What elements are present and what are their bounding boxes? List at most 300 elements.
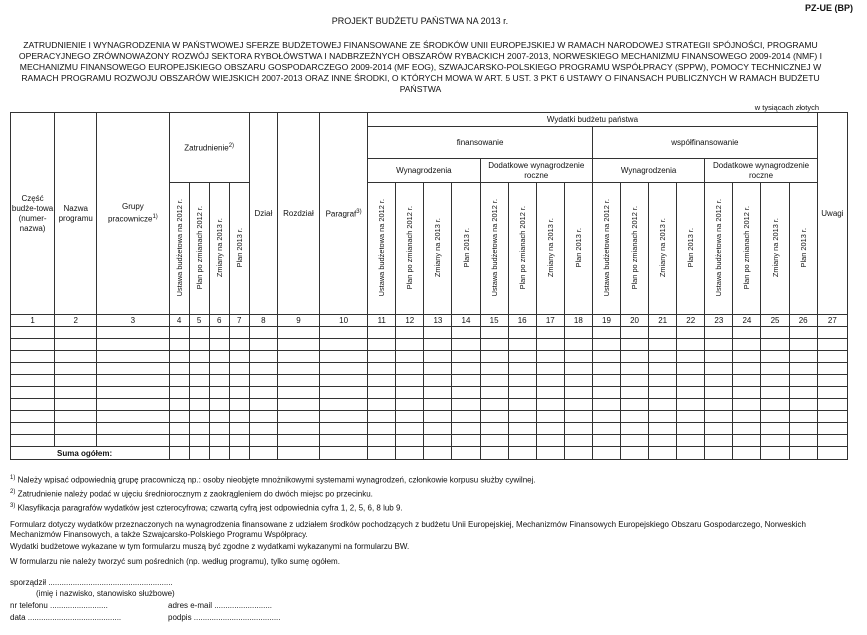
table-cell[interactable]: [11, 363, 55, 375]
table-cell[interactable]: [368, 339, 396, 351]
table-cell[interactable]: [277, 351, 319, 363]
table-cell[interactable]: [705, 327, 733, 339]
table-cell[interactable]: [320, 435, 368, 447]
table-cell[interactable]: [320, 399, 368, 411]
sum-cell[interactable]: [508, 447, 536, 460]
table-cell[interactable]: [649, 327, 677, 339]
table-cell[interactable]: [564, 327, 592, 339]
table-cell[interactable]: [209, 399, 229, 411]
table-cell[interactable]: [789, 411, 817, 423]
table-cell[interactable]: [396, 339, 424, 351]
table-cell[interactable]: [621, 387, 649, 399]
table-cell[interactable]: [536, 435, 564, 447]
table-cell[interactable]: [368, 435, 396, 447]
table-cell[interactable]: [705, 339, 733, 351]
signature-date: data ..........................................: [10, 613, 122, 622]
table-cell[interactable]: [621, 351, 649, 363]
sum-cell[interactable]: [320, 447, 368, 460]
table-cell[interactable]: [789, 339, 817, 351]
table-cell[interactable]: [677, 351, 705, 363]
table-cell[interactable]: [677, 411, 705, 423]
table-cell[interactable]: [705, 423, 733, 435]
table-cell[interactable]: [97, 399, 169, 411]
table-cell[interactable]: [189, 351, 209, 363]
sum-cell[interactable]: [564, 447, 592, 460]
table-cell[interactable]: [424, 411, 452, 423]
table-cell[interactable]: [705, 375, 733, 387]
table-cell[interactable]: [249, 399, 277, 411]
table-cell[interactable]: [169, 411, 189, 423]
table-cell[interactable]: [592, 375, 620, 387]
table-cell[interactable]: [169, 375, 189, 387]
table-cell[interactable]: [789, 327, 817, 339]
table-cell[interactable]: [705, 435, 733, 447]
table-cell[interactable]: [508, 387, 536, 399]
table-cell[interactable]: [55, 339, 97, 351]
table-cell[interactable]: [169, 423, 189, 435]
table-cell[interactable]: [209, 387, 229, 399]
table-cell[interactable]: [817, 363, 847, 375]
table-cell[interactable]: [97, 375, 169, 387]
table-cell[interactable]: [508, 411, 536, 423]
table-cell[interactable]: [396, 387, 424, 399]
table-cell[interactable]: [705, 363, 733, 375]
table-cell[interactable]: [97, 339, 169, 351]
table-cell[interactable]: [209, 327, 229, 339]
table-cell[interactable]: [277, 363, 319, 375]
table-cell[interactable]: [761, 375, 789, 387]
table-cell[interactable]: [169, 435, 189, 447]
table-cell[interactable]: [592, 339, 620, 351]
table-cell[interactable]: [11, 411, 55, 423]
table-cell[interactable]: [677, 387, 705, 399]
table-cell[interactable]: [229, 327, 249, 339]
sum-cell[interactable]: [733, 447, 761, 460]
sum-cell[interactable]: [424, 447, 452, 460]
table-cell[interactable]: [209, 423, 229, 435]
table-cell[interactable]: [536, 339, 564, 351]
table-cell[interactable]: [229, 363, 249, 375]
table-cell[interactable]: [649, 411, 677, 423]
table-cell[interactable]: [817, 339, 847, 351]
table-cell[interactable]: [677, 423, 705, 435]
table-cell[interactable]: [817, 399, 847, 411]
sum-cell[interactable]: [396, 447, 424, 460]
table-cell[interactable]: [649, 363, 677, 375]
table-cell[interactable]: [480, 363, 508, 375]
table-cell[interactable]: [480, 435, 508, 447]
table-cell[interactable]: [817, 411, 847, 423]
table-cell[interactable]: [621, 375, 649, 387]
table-cell[interactable]: [11, 423, 55, 435]
table-cell[interactable]: [11, 387, 55, 399]
table-cell[interactable]: [733, 423, 761, 435]
table-cell[interactable]: [705, 411, 733, 423]
table-cell[interactable]: [55, 423, 97, 435]
table-cell[interactable]: [11, 399, 55, 411]
table-cell[interactable]: [209, 375, 229, 387]
table-cell[interactable]: [480, 387, 508, 399]
table-cell[interactable]: [508, 363, 536, 375]
table-cell[interactable]: [789, 351, 817, 363]
table-cell[interactable]: [761, 327, 789, 339]
table-cell[interactable]: [789, 363, 817, 375]
sum-cell[interactable]: [368, 447, 396, 460]
table-cell[interactable]: [508, 435, 536, 447]
table-cell[interactable]: [169, 399, 189, 411]
table-cell[interactable]: [508, 339, 536, 351]
table-cell[interactable]: [229, 375, 249, 387]
table-cell[interactable]: [97, 351, 169, 363]
table-cell[interactable]: [761, 423, 789, 435]
table-cell[interactable]: [452, 399, 480, 411]
table-cell[interactable]: [592, 435, 620, 447]
table-cell[interactable]: [452, 339, 480, 351]
table-cell[interactable]: [396, 411, 424, 423]
table-cell[interactable]: [249, 339, 277, 351]
table-cell[interactable]: [320, 351, 368, 363]
table-cell[interactable]: [424, 363, 452, 375]
table-cell[interactable]: [480, 399, 508, 411]
table-cell[interactable]: [649, 399, 677, 411]
table-cell[interactable]: [621, 399, 649, 411]
table-cell[interactable]: [761, 351, 789, 363]
table-cell[interactable]: [229, 387, 249, 399]
table-cell[interactable]: [480, 327, 508, 339]
table-cell[interactable]: [396, 375, 424, 387]
table-cell[interactable]: [189, 339, 209, 351]
table-cell[interactable]: [277, 339, 319, 351]
table-cell[interactable]: [368, 375, 396, 387]
table-cell[interactable]: [536, 363, 564, 375]
table-cell[interactable]: [761, 363, 789, 375]
table-cell[interactable]: [277, 375, 319, 387]
table-cell[interactable]: [649, 351, 677, 363]
table-cell[interactable]: [424, 375, 452, 387]
table-cell[interactable]: [733, 387, 761, 399]
table-cell[interactable]: [169, 339, 189, 351]
table-cell[interactable]: [320, 411, 368, 423]
table-cell[interactable]: [424, 435, 452, 447]
table-cell[interactable]: [452, 423, 480, 435]
table-cell[interactable]: [189, 363, 209, 375]
table-cell[interactable]: [705, 387, 733, 399]
table-cell[interactable]: [621, 411, 649, 423]
table-cell[interactable]: [789, 435, 817, 447]
table-cell[interactable]: [789, 423, 817, 435]
table-cell[interactable]: [396, 351, 424, 363]
table-cell[interactable]: [97, 435, 169, 447]
table-cell[interactable]: [649, 375, 677, 387]
table-cell[interactable]: [169, 327, 189, 339]
table-cell[interactable]: [789, 399, 817, 411]
table-cell[interactable]: [249, 327, 277, 339]
sum-cell[interactable]: [649, 447, 677, 460]
table-cell[interactable]: [169, 351, 189, 363]
table-cell[interactable]: [209, 435, 229, 447]
table-cell[interactable]: [733, 327, 761, 339]
table-cell[interactable]: [209, 351, 229, 363]
table-cell[interactable]: [677, 375, 705, 387]
table-cell[interactable]: [249, 351, 277, 363]
table-cell[interactable]: [55, 363, 97, 375]
table-cell[interactable]: [564, 351, 592, 363]
column-number: 18: [564, 315, 592, 327]
table-cell[interactable]: [733, 363, 761, 375]
table-cell[interactable]: [320, 339, 368, 351]
table-cell[interactable]: [11, 327, 55, 339]
table-cell[interactable]: [209, 363, 229, 375]
table-cell[interactable]: [592, 327, 620, 339]
table-cell[interactable]: [536, 399, 564, 411]
table-cell[interactable]: [564, 387, 592, 399]
table-cell[interactable]: [11, 339, 55, 351]
table-cell[interactable]: [452, 411, 480, 423]
table-cell[interactable]: [11, 351, 55, 363]
table-cell[interactable]: [229, 351, 249, 363]
table-cell[interactable]: [480, 411, 508, 423]
table-cell[interactable]: [424, 351, 452, 363]
table-cell[interactable]: [564, 339, 592, 351]
table-cell[interactable]: [189, 423, 209, 435]
sum-cell[interactable]: [249, 447, 277, 460]
table-cell[interactable]: [189, 387, 209, 399]
column-number: 4: [169, 315, 189, 327]
table-cell[interactable]: [564, 423, 592, 435]
table-cell[interactable]: [189, 435, 209, 447]
sum-cell[interactable]: [209, 447, 229, 460]
table-cell[interactable]: [229, 411, 249, 423]
table-cell[interactable]: [229, 339, 249, 351]
table-cell[interactable]: [761, 387, 789, 399]
table-cell[interactable]: [277, 411, 319, 423]
table-cell[interactable]: [277, 387, 319, 399]
table-cell[interactable]: [55, 375, 97, 387]
table-row: [11, 435, 848, 447]
sum-cell[interactable]: [817, 447, 847, 460]
table-cell[interactable]: [536, 327, 564, 339]
table-cell[interactable]: [592, 387, 620, 399]
table-cell[interactable]: [761, 435, 789, 447]
table-cell[interactable]: [480, 339, 508, 351]
table-cell[interactable]: [11, 435, 55, 447]
table-cell[interactable]: [592, 363, 620, 375]
table-cell[interactable]: [649, 387, 677, 399]
sum-cell[interactable]: [761, 447, 789, 460]
table-cell[interactable]: [55, 435, 97, 447]
table-cell[interactable]: [452, 435, 480, 447]
sum-cell[interactable]: [677, 447, 705, 460]
sum-cell[interactable]: [277, 447, 319, 460]
table-cell[interactable]: [209, 411, 229, 423]
table-cell[interactable]: [97, 387, 169, 399]
table-cell[interactable]: [55, 351, 97, 363]
table-cell[interactable]: [761, 411, 789, 423]
table-cell[interactable]: [592, 351, 620, 363]
table-cell[interactable]: [189, 399, 209, 411]
table-cell[interactable]: [368, 387, 396, 399]
table-cell[interactable]: [320, 363, 368, 375]
table-cell[interactable]: [677, 435, 705, 447]
table-cell[interactable]: [396, 327, 424, 339]
table-cell[interactable]: [320, 423, 368, 435]
table-cell[interactable]: [249, 363, 277, 375]
table-cell[interactable]: [733, 435, 761, 447]
table-cell[interactable]: [508, 351, 536, 363]
table-cell[interactable]: [452, 327, 480, 339]
table-cell[interactable]: [424, 387, 452, 399]
table-cell[interactable]: [817, 423, 847, 435]
table-cell[interactable]: [368, 411, 396, 423]
sum-cell[interactable]: [536, 447, 564, 460]
table-cell[interactable]: [55, 387, 97, 399]
table-cell[interactable]: [817, 327, 847, 339]
table-cell[interactable]: [508, 327, 536, 339]
table-cell[interactable]: [249, 375, 277, 387]
table-cell[interactable]: [424, 327, 452, 339]
table-cell[interactable]: [277, 399, 319, 411]
table-cell[interactable]: [480, 351, 508, 363]
table-cell[interactable]: [761, 399, 789, 411]
table-cell[interactable]: [424, 423, 452, 435]
table-cell[interactable]: [536, 351, 564, 363]
table-cell[interactable]: [621, 423, 649, 435]
table-cell[interactable]: [817, 435, 847, 447]
table-cell[interactable]: [229, 423, 249, 435]
table-cell[interactable]: [396, 399, 424, 411]
table-cell[interactable]: [452, 351, 480, 363]
table-cell[interactable]: [97, 363, 169, 375]
column-number: 23: [705, 315, 733, 327]
table-cell[interactable]: [189, 327, 209, 339]
table-cell[interactable]: [677, 363, 705, 375]
table-cell[interactable]: [592, 423, 620, 435]
table-cell[interactable]: [817, 387, 847, 399]
table-cell[interactable]: [536, 375, 564, 387]
sum-cell[interactable]: [189, 447, 209, 460]
table-cell[interactable]: [277, 435, 319, 447]
table-cell[interactable]: [424, 339, 452, 351]
sum-cell[interactable]: [705, 447, 733, 460]
table-cell[interactable]: [480, 375, 508, 387]
table-cell[interactable]: [564, 411, 592, 423]
table-cell[interactable]: [817, 375, 847, 387]
table-cell[interactable]: [229, 435, 249, 447]
sum-cell[interactable]: [229, 447, 249, 460]
table-cell[interactable]: [536, 411, 564, 423]
table-cell[interactable]: [452, 375, 480, 387]
table-cell[interactable]: [705, 399, 733, 411]
sum-cell[interactable]: [621, 447, 649, 460]
table-cell[interactable]: [189, 411, 209, 423]
table-cell[interactable]: [649, 423, 677, 435]
table-cell[interactable]: [733, 411, 761, 423]
table-cell[interactable]: [621, 339, 649, 351]
table-cell[interactable]: [249, 387, 277, 399]
table-cell[interactable]: [677, 327, 705, 339]
table-cell[interactable]: [536, 423, 564, 435]
table-cell[interactable]: [97, 411, 169, 423]
table-cell[interactable]: [368, 423, 396, 435]
table-cell[interactable]: [508, 399, 536, 411]
table-cell[interactable]: [536, 387, 564, 399]
table-cell[interactable]: [368, 327, 396, 339]
table-cell[interactable]: [677, 339, 705, 351]
table-cell[interactable]: [480, 423, 508, 435]
table-cell[interactable]: [564, 399, 592, 411]
table-cell[interactable]: [621, 327, 649, 339]
table-cell[interactable]: [396, 435, 424, 447]
table-cell[interactable]: [320, 375, 368, 387]
table-cell[interactable]: [817, 351, 847, 363]
table-cell[interactable]: [229, 399, 249, 411]
header-wspolfinansowanie: współfinansowanie: [592, 127, 817, 159]
table-cell[interactable]: [733, 351, 761, 363]
table-cell[interactable]: [11, 375, 55, 387]
sum-cell[interactable]: [480, 447, 508, 460]
table-cell[interactable]: [249, 435, 277, 447]
table-cell[interactable]: [368, 399, 396, 411]
sum-cell[interactable]: [789, 447, 817, 460]
table-cell[interactable]: [97, 327, 169, 339]
table-cell[interactable]: [424, 399, 452, 411]
table-cell[interactable]: [368, 351, 396, 363]
table-cell[interactable]: [621, 363, 649, 375]
table-cell[interactable]: [705, 351, 733, 363]
table-cell[interactable]: [249, 423, 277, 435]
table-cell[interactable]: [564, 375, 592, 387]
table-cell[interactable]: [320, 387, 368, 399]
table-cell[interactable]: [789, 375, 817, 387]
table-cell[interactable]: [649, 435, 677, 447]
table-cell[interactable]: [733, 339, 761, 351]
table-cell[interactable]: [277, 327, 319, 339]
table-cell[interactable]: [169, 363, 189, 375]
table-cell[interactable]: [169, 387, 189, 399]
table-cell[interactable]: [789, 387, 817, 399]
table-cell[interactable]: [55, 411, 97, 423]
table-cell[interactable]: [761, 339, 789, 351]
table-cell[interactable]: [55, 327, 97, 339]
table-cell[interactable]: [564, 435, 592, 447]
table-cell[interactable]: [55, 399, 97, 411]
table-cell[interactable]: [396, 363, 424, 375]
table-cell[interactable]: [733, 399, 761, 411]
sum-cell[interactable]: [592, 447, 620, 460]
table-cell[interactable]: [189, 375, 209, 387]
table-cell[interactable]: [508, 423, 536, 435]
sum-cell[interactable]: [169, 447, 189, 460]
table-cell[interactable]: [209, 339, 229, 351]
table-cell[interactable]: [592, 399, 620, 411]
table-cell[interactable]: [621, 435, 649, 447]
table-cell[interactable]: [677, 399, 705, 411]
sum-cell[interactable]: [452, 447, 480, 460]
table-cell[interactable]: [320, 327, 368, 339]
table-cell[interactable]: [508, 375, 536, 387]
table-cell[interactable]: [733, 375, 761, 387]
table-cell[interactable]: [592, 411, 620, 423]
table-cell[interactable]: [452, 387, 480, 399]
table-cell[interactable]: [368, 363, 396, 375]
table-cell[interactable]: [277, 423, 319, 435]
table-cell[interactable]: [564, 363, 592, 375]
table-cell[interactable]: [249, 411, 277, 423]
table-cell[interactable]: [97, 423, 169, 435]
table-cell[interactable]: [396, 423, 424, 435]
table-cell[interactable]: [649, 339, 677, 351]
table-cell[interactable]: [452, 363, 480, 375]
